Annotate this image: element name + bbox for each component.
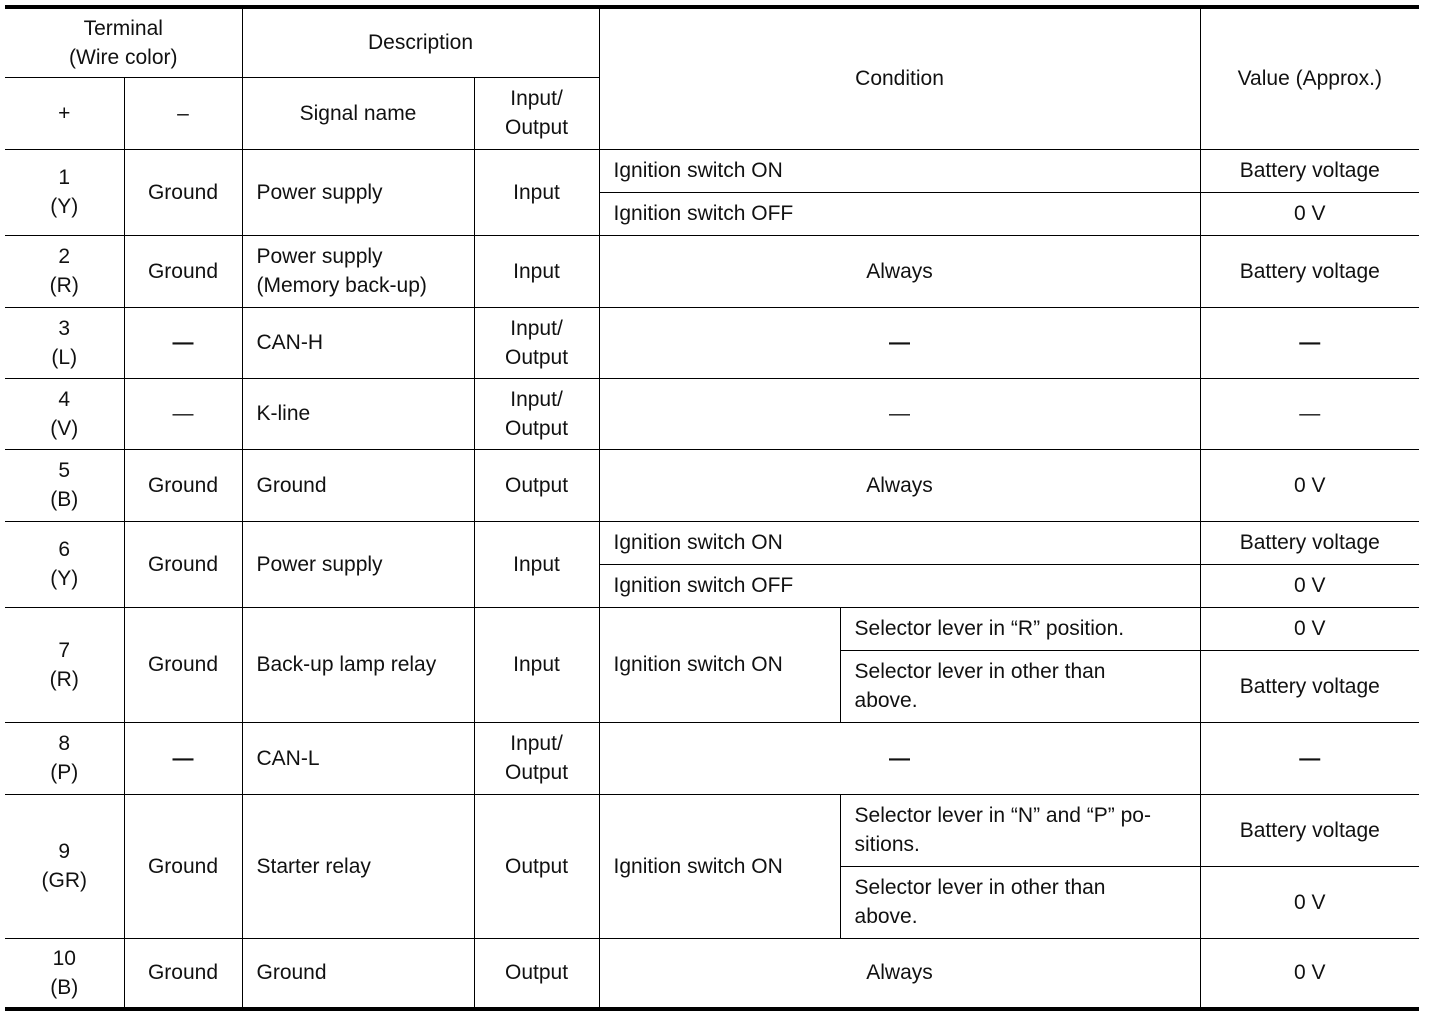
terminal-spec-table — [5, 5, 1419, 1011]
table-row — [5, 794, 1419, 866]
ground-cell: Ground — [124, 235, 242, 307]
table-row — [5, 449, 1419, 521]
condition-cell: Always — [599, 235, 1200, 307]
value-cell: 0 V — [1200, 449, 1419, 521]
terminal-cell: 5 (B) — [5, 449, 124, 521]
condition-cell: Ignition switch OFF — [599, 564, 1200, 607]
input-output-header: Input/ Output — [474, 77, 599, 149]
plus-header: + — [5, 77, 124, 149]
input-output-cell: Input/ Output — [474, 722, 599, 794]
minus-header: – — [124, 77, 242, 149]
value-cell: — — [1200, 307, 1419, 378]
description-header: Description — [242, 7, 599, 77]
value-cell: 0 V — [1200, 866, 1419, 938]
value-header: Value (Approx.) — [1200, 7, 1419, 149]
table-row — [5, 607, 1419, 650]
condition-cell: — — [599, 378, 1200, 449]
sub-condition-cell: Selector lever in other than above. — [840, 866, 1200, 938]
table-row — [5, 722, 1419, 794]
condition-cell: Ignition switch ON — [599, 607, 840, 722]
signal-name-cell: CAN-H — [242, 307, 474, 378]
signal-name-cell: Power supply — [242, 521, 474, 607]
ground-cell: Ground — [124, 794, 242, 938]
signal-name-cell: K-line — [242, 378, 474, 449]
signal-name-cell: CAN-L — [242, 722, 474, 794]
ground-cell: — — [124, 722, 242, 794]
value-cell: — — [1200, 722, 1419, 794]
condition-cell: — — [599, 722, 1200, 794]
input-output-cell: Input/ Output — [474, 378, 599, 449]
table-row — [5, 307, 1419, 378]
value-cell: Battery voltage — [1200, 794, 1419, 866]
value-cell: Battery voltage — [1200, 235, 1419, 307]
signal-name-cell: Starter relay — [242, 794, 474, 938]
signal-name-cell: Ground — [242, 449, 474, 521]
condition-cell: Ignition switch ON — [599, 794, 840, 938]
input-output-cell: Output — [474, 938, 599, 1009]
value-cell: Battery voltage — [1200, 149, 1419, 192]
signal-name-cell: Back-up lamp relay — [242, 607, 474, 722]
terminal-cell: 9 (GR) — [5, 794, 124, 938]
condition-header: Condition — [599, 7, 1200, 149]
value-cell: 0 V — [1200, 607, 1419, 650]
condition-cell: Ignition switch ON — [599, 149, 1200, 192]
signal-name-cell: Power supply — [242, 149, 474, 235]
table-row — [5, 235, 1419, 307]
ground-cell: — — [124, 307, 242, 378]
terminal-cell: 4 (V) — [5, 378, 124, 449]
condition-cell: Always — [599, 449, 1200, 521]
table-row — [5, 938, 1419, 1009]
terminal-header: Terminal (Wire color) — [5, 7, 242, 77]
terminal-cell: 10 (B) — [5, 938, 124, 1009]
signal-name-cell: Power supply (Memory back-up) — [242, 235, 474, 307]
value-cell: Battery voltage — [1200, 650, 1419, 722]
input-output-cell: Output — [474, 794, 599, 938]
sub-condition-cell: Selector lever in “R” position. — [840, 607, 1200, 650]
table-row — [5, 378, 1419, 449]
terminal-cell: 6 (Y) — [5, 521, 124, 607]
terminal-cell: 8 (P) — [5, 722, 124, 794]
ground-cell: Ground — [124, 607, 242, 722]
terminal-cell: 3 (L) — [5, 307, 124, 378]
ground-cell: Ground — [124, 521, 242, 607]
value-cell: — — [1200, 378, 1419, 449]
header-row — [5, 7, 1419, 77]
input-output-cell: Input — [474, 149, 599, 235]
input-output-cell: Input — [474, 521, 599, 607]
ground-cell: — — [124, 378, 242, 449]
ground-cell: Ground — [124, 449, 242, 521]
sub-condition-cell: Selector lever in other than above. — [840, 650, 1200, 722]
input-output-cell: Output — [474, 449, 599, 521]
input-output-cell: Input — [474, 235, 599, 307]
terminal-cell: 1 (Y) — [5, 149, 124, 235]
ground-cell: Ground — [124, 149, 242, 235]
terminal-cell: 7 (R) — [5, 607, 124, 722]
value-cell: 0 V — [1200, 564, 1419, 607]
condition-cell: Always — [599, 938, 1200, 1009]
input-output-cell: Input — [474, 607, 599, 722]
value-cell: 0 V — [1200, 938, 1419, 1009]
value-cell: Battery voltage — [1200, 521, 1419, 564]
terminal-cell: 2 (R) — [5, 235, 124, 307]
value-cell: 0 V — [1200, 192, 1419, 235]
ground-cell: Ground — [124, 938, 242, 1009]
signal-name-cell: Ground — [242, 938, 474, 1009]
signal-name-header: Signal name — [242, 77, 474, 149]
condition-cell: — — [599, 307, 1200, 378]
condition-cell: Ignition switch OFF — [599, 192, 1200, 235]
condition-cell: Ignition switch ON — [599, 521, 1200, 564]
table-row — [5, 149, 1419, 192]
sub-condition-cell: Selector lever in “N” and “P” po- sitions. — [840, 794, 1200, 866]
table-row — [5, 521, 1419, 564]
input-output-cell: Input/ Output — [474, 307, 599, 378]
